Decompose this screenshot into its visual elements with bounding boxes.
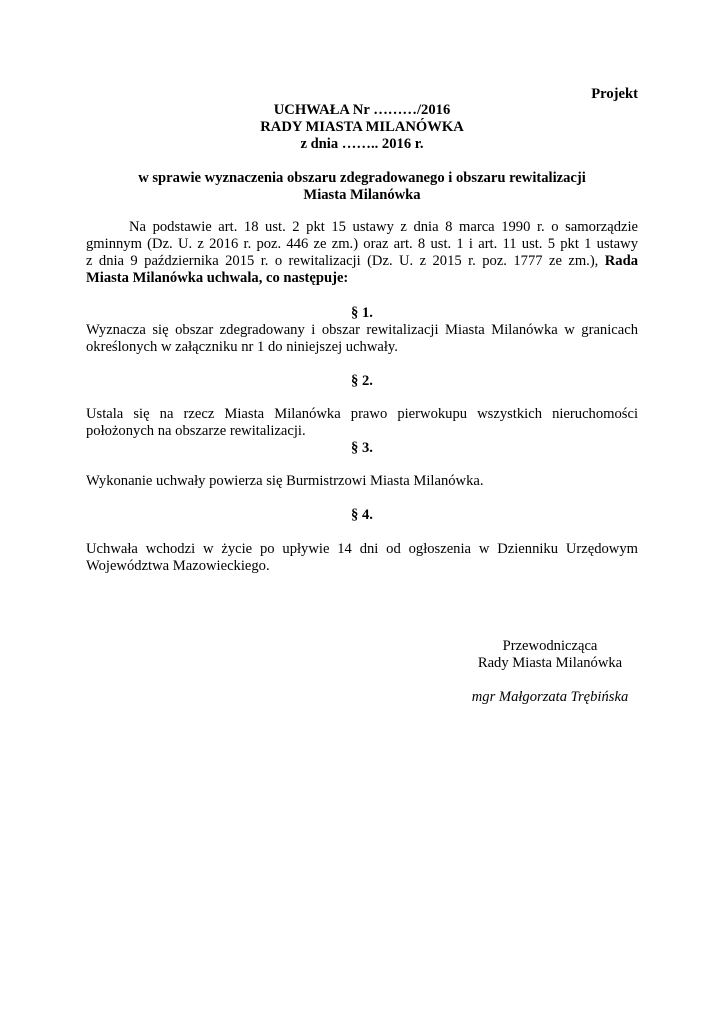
section-heading-4: § 4.: [351, 507, 373, 523]
resolution-subject: [0, 170, 724, 204]
signature-role: Przewodnicząca: [502, 638, 598, 654]
section-body-3: [86, 473, 638, 490]
preamble-line-3-bold: Rada: [604, 253, 638, 269]
section-body-2: [86, 406, 638, 440]
preamble-line-1: Na podstawie art. 18 ust. 2 pkt 15 ustawy z dnia 8 marca 1990 r. o samorządzie: [129, 219, 638, 235]
section-heading-3: § 3.: [351, 440, 373, 456]
signature-body: Rady Miasta Milanówka: [477, 655, 623, 671]
section-heading-2: § 2.: [351, 373, 373, 389]
resolution-number: UCHWAŁA Nr ………/2016: [273, 102, 451, 118]
section-1-line-2: określonych w załączniku nr 1 do niniejszej uchwały.: [86, 339, 398, 355]
section-body-1: [86, 322, 638, 356]
preamble-line-2: gminnym (Dz. U. z 2016 r. poz. 446 ze zm.) oraz art. 8 ust. 1 i art. 11 ust. 5 pkt 1 ustawy: [86, 236, 638, 252]
legal-basis-preamble: [86, 219, 638, 287]
resolution-title-block: [0, 102, 724, 153]
section-2-line-1: Ustala się na rzecz Miasta Milanówka prawo pierwokupu wszystkich nieruchomości: [86, 406, 638, 422]
preamble-line-3: [86, 253, 638, 270]
section-2-line-2: położonych na obszarze rewitalizacji.: [86, 423, 306, 439]
signature-name: mgr Małgorzata Trębińska: [471, 689, 629, 705]
resolution-date: z dnia …….. 2016 r.: [300, 136, 424, 152]
preamble-line-3-text: z dnia 9 października 2015 r. o rewitalizacji (Dz. U. z 2015 r. poz. 1777 ze zm.),: [86, 253, 599, 269]
section-1-line-1: Wyznacza się obszar zdegradowany i obszar rewitalizacji Miasta Milanówka w granicach: [86, 322, 638, 338]
section-heading-1: § 1.: [351, 305, 373, 321]
signature-block: [440, 638, 660, 706]
subject-line-1: w sprawie wyznaczenia obszaru zdegradowanego i obszaru rewitalizacji: [138, 170, 586, 186]
draft-status-label: Projekt: [591, 86, 638, 102]
resolution-issuer: RADY MIASTA MILANÓWKA: [260, 119, 464, 135]
section-4-line-1: Uchwała wchodzi w życie po upływie 14 dni od ogłoszenia w Dzienniku Urzędowym: [86, 541, 638, 557]
section-body-4: [86, 541, 638, 575]
section-3-line-1: Wykonanie uchwały powierza się Burmistrzowi Miasta Milanówka.: [86, 473, 484, 489]
section-4-line-2: Województwa Mazowieckiego.: [86, 558, 270, 574]
preamble-line-4: Miasta Milanówka uchwala, co następuje:: [86, 270, 349, 286]
subject-line-2: Miasta Milanówka: [303, 187, 421, 203]
